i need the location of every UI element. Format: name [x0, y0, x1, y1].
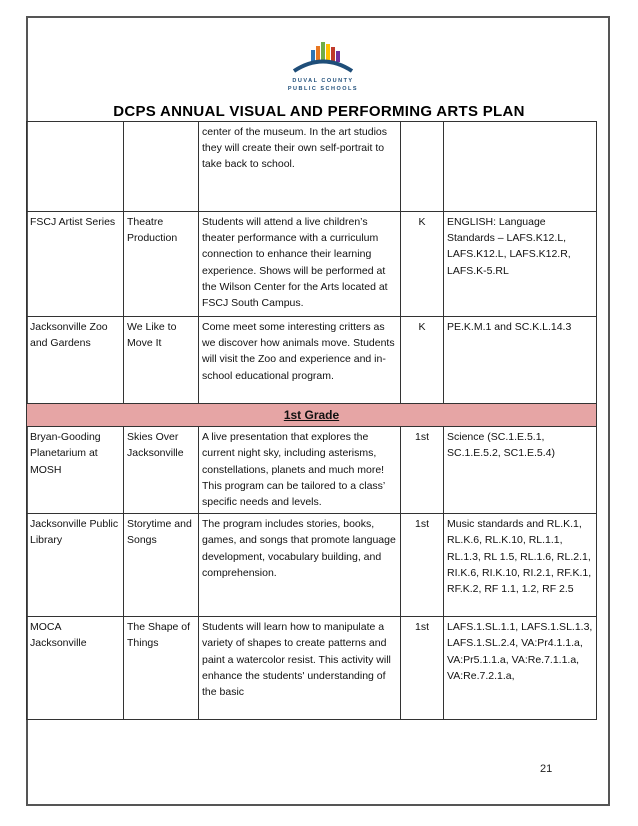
- program-cell: The Shape of Things: [124, 617, 199, 720]
- grade-level-cell: [401, 122, 444, 212]
- provider-cell: Jacksonville Public Library: [27, 514, 124, 617]
- provider-cell: Jacksonville Zoo and Gardens: [27, 317, 124, 404]
- logo-bar-orange: [316, 46, 320, 62]
- grade-level-cell: 1st: [401, 514, 444, 617]
- provider-cell: Bryan-Gooding Planetarium at MOSH: [27, 427, 124, 514]
- logo-bar-yellow: [326, 44, 330, 62]
- logo-bar-purple: [336, 51, 340, 62]
- grade-level-cell: K: [401, 317, 444, 404]
- program-cell: Skies Over Jacksonville: [124, 427, 199, 514]
- grade-level-cell: K: [401, 212, 444, 317]
- description-cell: Students will learn how to manipulate a variety of shapes to create patterns and paint a watercolor resist. This activity will enhance the students' understanding of the basic: [199, 617, 401, 720]
- provider-cell: [27, 122, 124, 212]
- district-logo: [278, 38, 368, 98]
- district-logo-mark: [278, 38, 368, 78]
- logo-bar-red: [331, 47, 335, 62]
- standards-cell: Music standards and RL.K.1, RL.K.6, RL.K.10, RL.1.1, RL.1.3, RL 1.5, RL.1.6, RL.2.1, RI.K.6, RI.K.10, RI.2.1, RF.K.1, RF.K.2, RF 1.1, 1.2, RF 2.5: [444, 514, 597, 617]
- standards-cell: PE.K.M.1 and SC.K.L.14.3: [444, 317, 597, 404]
- logo-bar-blue: [311, 50, 315, 62]
- document-title: DCPS ANNUAL VISUAL AND PERFORMING ARTS PLAN: [113, 103, 525, 120]
- standards-cell: [444, 122, 597, 212]
- program-cell: [124, 122, 199, 212]
- provider-cell: MOCA Jacksonville: [27, 617, 124, 720]
- table-row: [27, 514, 597, 617]
- description-cell: A live presentation that explores the current night sky, including asterisms, constellations, planets and much more! This program can be tailored to a class’ specific needs and levels.: [199, 427, 401, 514]
- description-cell: Students will attend a live children’s theater performance with a curriculum connection to enhance their learning experience. Shows will be performed at the Wilson Center for the Arts located at FSCJ South Campus.: [199, 212, 401, 317]
- description-cell: The program includes stories, books, games, and songs that promote language development, vocabulary building, and comprehension.: [199, 514, 401, 617]
- program-cell: Theatre Production: [124, 212, 199, 317]
- logo-arch: [294, 62, 352, 72]
- grade-heading: 1st Grade: [27, 404, 597, 427]
- logo-text-county: DUVAL COUNTY: [292, 78, 354, 84]
- grade-level-cell: 1st: [401, 617, 444, 720]
- arts-plan-table: [26, 121, 597, 720]
- grade-level-cell: 1st: [401, 427, 444, 514]
- table-row: [27, 212, 597, 317]
- standards-cell: LAFS.1.SL.1.1, LAFS.1.SL.1.3, LAFS.1.SL.2.4, VA:Pr4.1.1.a, VA:Pr5.1.1.a, VA:Re.7.1.1.a, VA:Re.7.2.1.a,: [444, 617, 597, 720]
- table-row: [27, 427, 597, 514]
- logo-bar-green: [321, 42, 325, 62]
- table-row: [27, 122, 597, 212]
- table-row: [27, 617, 597, 720]
- standards-cell: Science (SC.1.E.5.1, SC.1.E.5.2, SC1.E.5.4): [444, 427, 597, 514]
- program-cell: We Like to Move It: [124, 317, 199, 404]
- table-row: [27, 317, 597, 404]
- description-cell: center of the museum. In the art studios they will create their own self-portrait to take back to school.: [199, 122, 401, 212]
- standards-cell: ENGLISH: Language Standards – LAFS.K12.L, LAFS.K12.L, LAFS.K12.R, LAFS.K-5.RL: [444, 212, 597, 317]
- program-cell: Storytime and Songs: [124, 514, 199, 617]
- grade-heading-row: [27, 404, 597, 427]
- description-cell: Come meet some interesting critters as we discover how animals move. Students will visit the Zoo and experience and in-school educational program.: [199, 317, 401, 404]
- logo-text-schools: PUBLIC SCHOOLS: [287, 86, 359, 92]
- page-number: 21: [540, 763, 553, 775]
- provider-cell: FSCJ Artist Series: [27, 212, 124, 317]
